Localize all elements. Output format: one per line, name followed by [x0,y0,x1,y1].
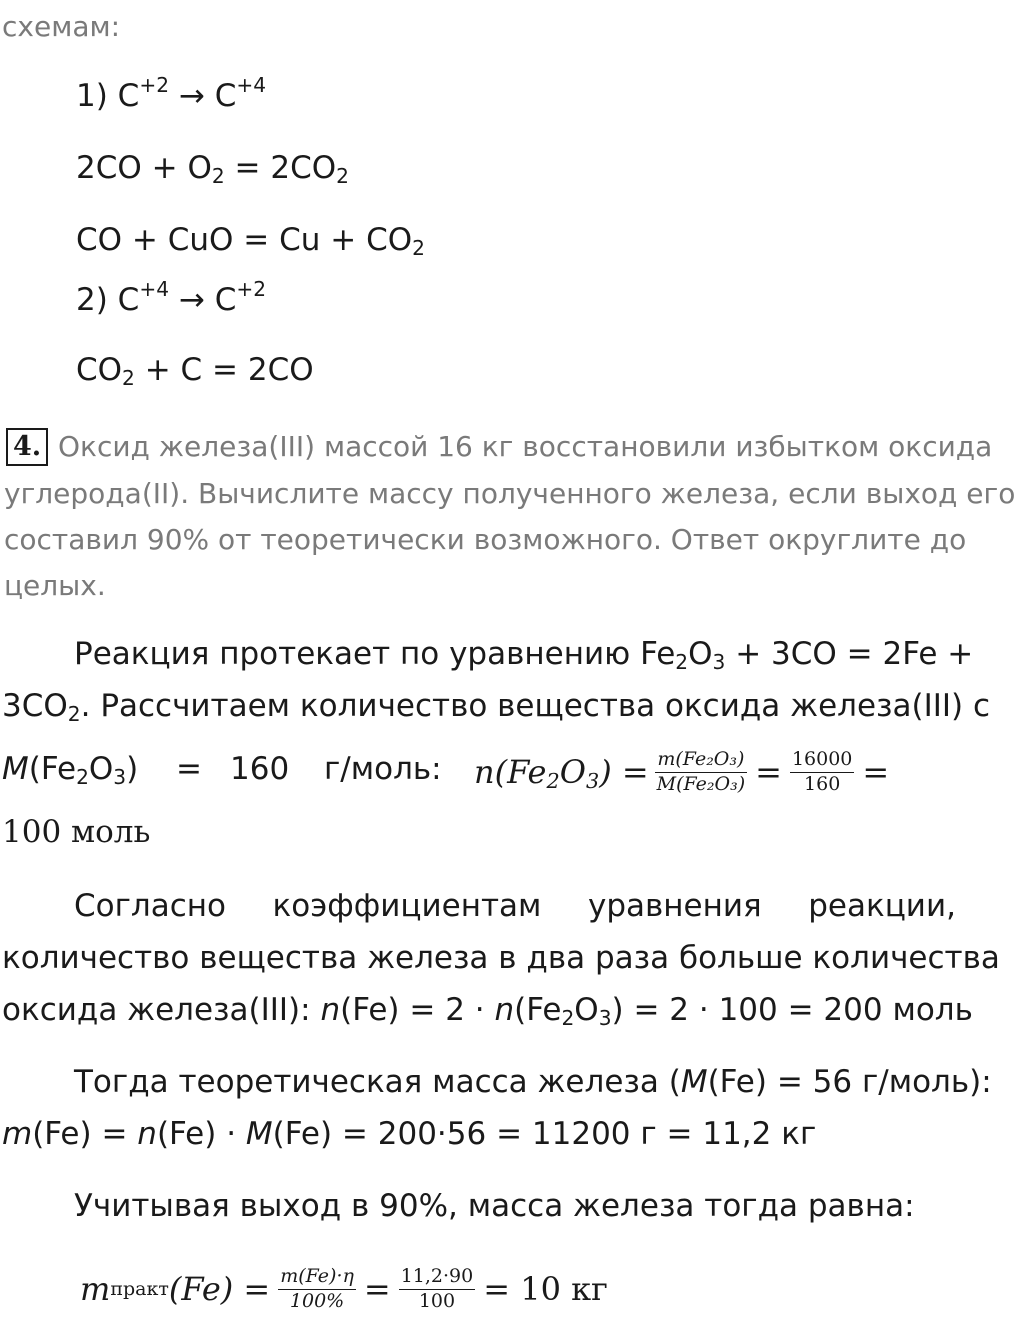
text: Реакция протекает по уравнению Fe [74,636,676,672]
subscript: 2 [561,1006,575,1031]
subscript: 3 [598,1006,612,1031]
fraction-mass-over-molar [655,749,747,796]
scheme-2-prefix: 2) C [76,282,140,318]
problem-number-box: 4. [6,428,48,466]
solution-line-2 [2,688,991,727]
oxidation-state: +4 [139,276,170,301]
oxidation-state: +2 [236,276,267,301]
equals-sign: = [176,751,202,787]
fraction-numbers [790,749,854,796]
amount-formula [474,734,889,810]
scheme-1 [76,72,267,114]
subscript: 2 [211,164,225,189]
symbol-n: n [137,1116,157,1152]
equation-3 [76,352,314,391]
subscript: 2 [336,164,349,189]
problem-text-line-3: составил 90% от теоретически возможного. Ответ округлите до [4,523,967,556]
text: . Рассчитаем количество вещества оксида железа(III) с [80,688,991,724]
equals-sign: = [755,753,782,791]
word: уравнения [587,888,762,924]
word: коэффициентам [272,888,542,924]
text: (Fe) = [32,1116,138,1152]
solution-line-10: Учитывая выход в 90%, масса железа тогда равна: [74,1188,915,1224]
subscript: 2 [546,769,560,794]
problem-text-line-2: углерода(II). Вычислите массу полученного железа, если выход его [4,477,1015,510]
molar-mass-unit: г/моль: [324,751,442,787]
text: ) [126,751,139,787]
solution-line-1 [74,636,974,675]
oxidation-state: +4 [236,72,267,97]
final-formula: m практ (Fe) = $\frac{m(Fe)\cdot\eta}{100\%}$ = $\frac{11,2\cdot 90}{100}$ = 10 кг [80,1264,608,1312]
formula-lhs [474,753,649,794]
molar-mass-text [2,751,139,790]
subscript: 2 [76,765,89,790]
text: n(Fe [474,753,547,791]
text: O [574,992,599,1028]
text: Тогда теоретическая масса железа ( [74,1064,681,1100]
problem-number [6,428,48,466]
arrow-text: → C [169,282,237,318]
text: (Fe [28,751,77,787]
solution-line-6: количество вещества железа в два раза больше количества [2,940,1000,976]
equation-part: 2CO + O [76,150,212,186]
solution-line-5 [74,888,956,924]
fraction-numerator: m(Fe₂O₃) [655,749,747,773]
problem-text-line-4: целых. [4,569,106,602]
subscript: 3 [113,765,127,790]
equation-2 [76,222,425,261]
symbol-m: m [2,1116,33,1152]
subscript: 2 [675,650,689,675]
subscript: 3 [712,650,726,675]
text: (Fe) = 200·56 = 11200 г = 11,2 кг [272,1116,817,1152]
text: оксида железа(III): [2,992,321,1028]
equation-part: CO + CuO = Cu + CO [76,222,413,258]
text: ) = 2 · 100 = 200 моль [611,992,973,1028]
scheme-2 [76,276,267,318]
final-result: = 10 кг [483,1270,608,1308]
molar-mass-value: 160 [230,751,290,787]
arrow-text: → C [169,78,237,114]
solution-line-7 [2,992,973,1031]
text: O [88,751,114,787]
text: (Fe) = 56 г/моль): [707,1064,992,1100]
equals-sign: = [363,1270,391,1308]
word: реакции, [808,888,956,924]
fraction-numerator: m(Fe)·η [278,1266,356,1290]
fraction-numerator: 11,2·90 [399,1266,476,1290]
solution-line-8 [74,1064,992,1100]
text: 3CO [2,688,68,724]
text: (Fe [514,992,562,1028]
subscript: 3 [585,769,600,794]
equation-part: = 2CO [224,150,337,186]
scheme-1-prefix: 1) C [76,78,140,114]
text: (Fe) · [156,1116,246,1152]
text: ) = [599,753,649,791]
fraction-denominator: 160 [804,772,841,795]
symbol-n: n [320,992,341,1028]
word: Согласно [74,888,226,924]
equation-1 [76,150,349,189]
symbol-M: M [2,751,29,787]
oxidation-state: +2 [139,72,170,97]
amount-result: 100 моль [2,814,151,850]
fraction-numerator: 16000 [790,749,854,773]
symbol-M: M [680,1064,708,1100]
text: O [559,753,586,791]
fraction-mass-yield [278,1266,356,1313]
symbol-m: m [80,1270,111,1308]
header-fragment: схемам: [2,10,121,43]
subscript: 2 [122,366,135,391]
formula-lhs: (Fe) = [168,1270,271,1308]
subscript: 2 [67,702,81,727]
text: (Fe) = 2 · [340,992,495,1028]
fraction-denominator: M(Fe₂O₃) [656,772,746,795]
problem-text-line-1: Оксид железа(III) массой 16 кг восстановили избытком оксида [58,430,993,463]
equation-part: + C = 2CO [134,352,314,388]
equation-part: CO [76,352,123,388]
equals-sign: = [862,753,890,791]
subscript: 2 [412,236,425,261]
symbol-n: n [494,992,515,1028]
fraction-denominator: 100% [289,1289,345,1312]
fraction-denominator: 100 [418,1289,456,1312]
text: O [688,636,713,672]
fraction-numbers [399,1266,476,1313]
text: + 3CO = 2Fe + [725,636,974,672]
solution-line-9 [2,1116,816,1152]
symbol-M: M [245,1116,273,1152]
